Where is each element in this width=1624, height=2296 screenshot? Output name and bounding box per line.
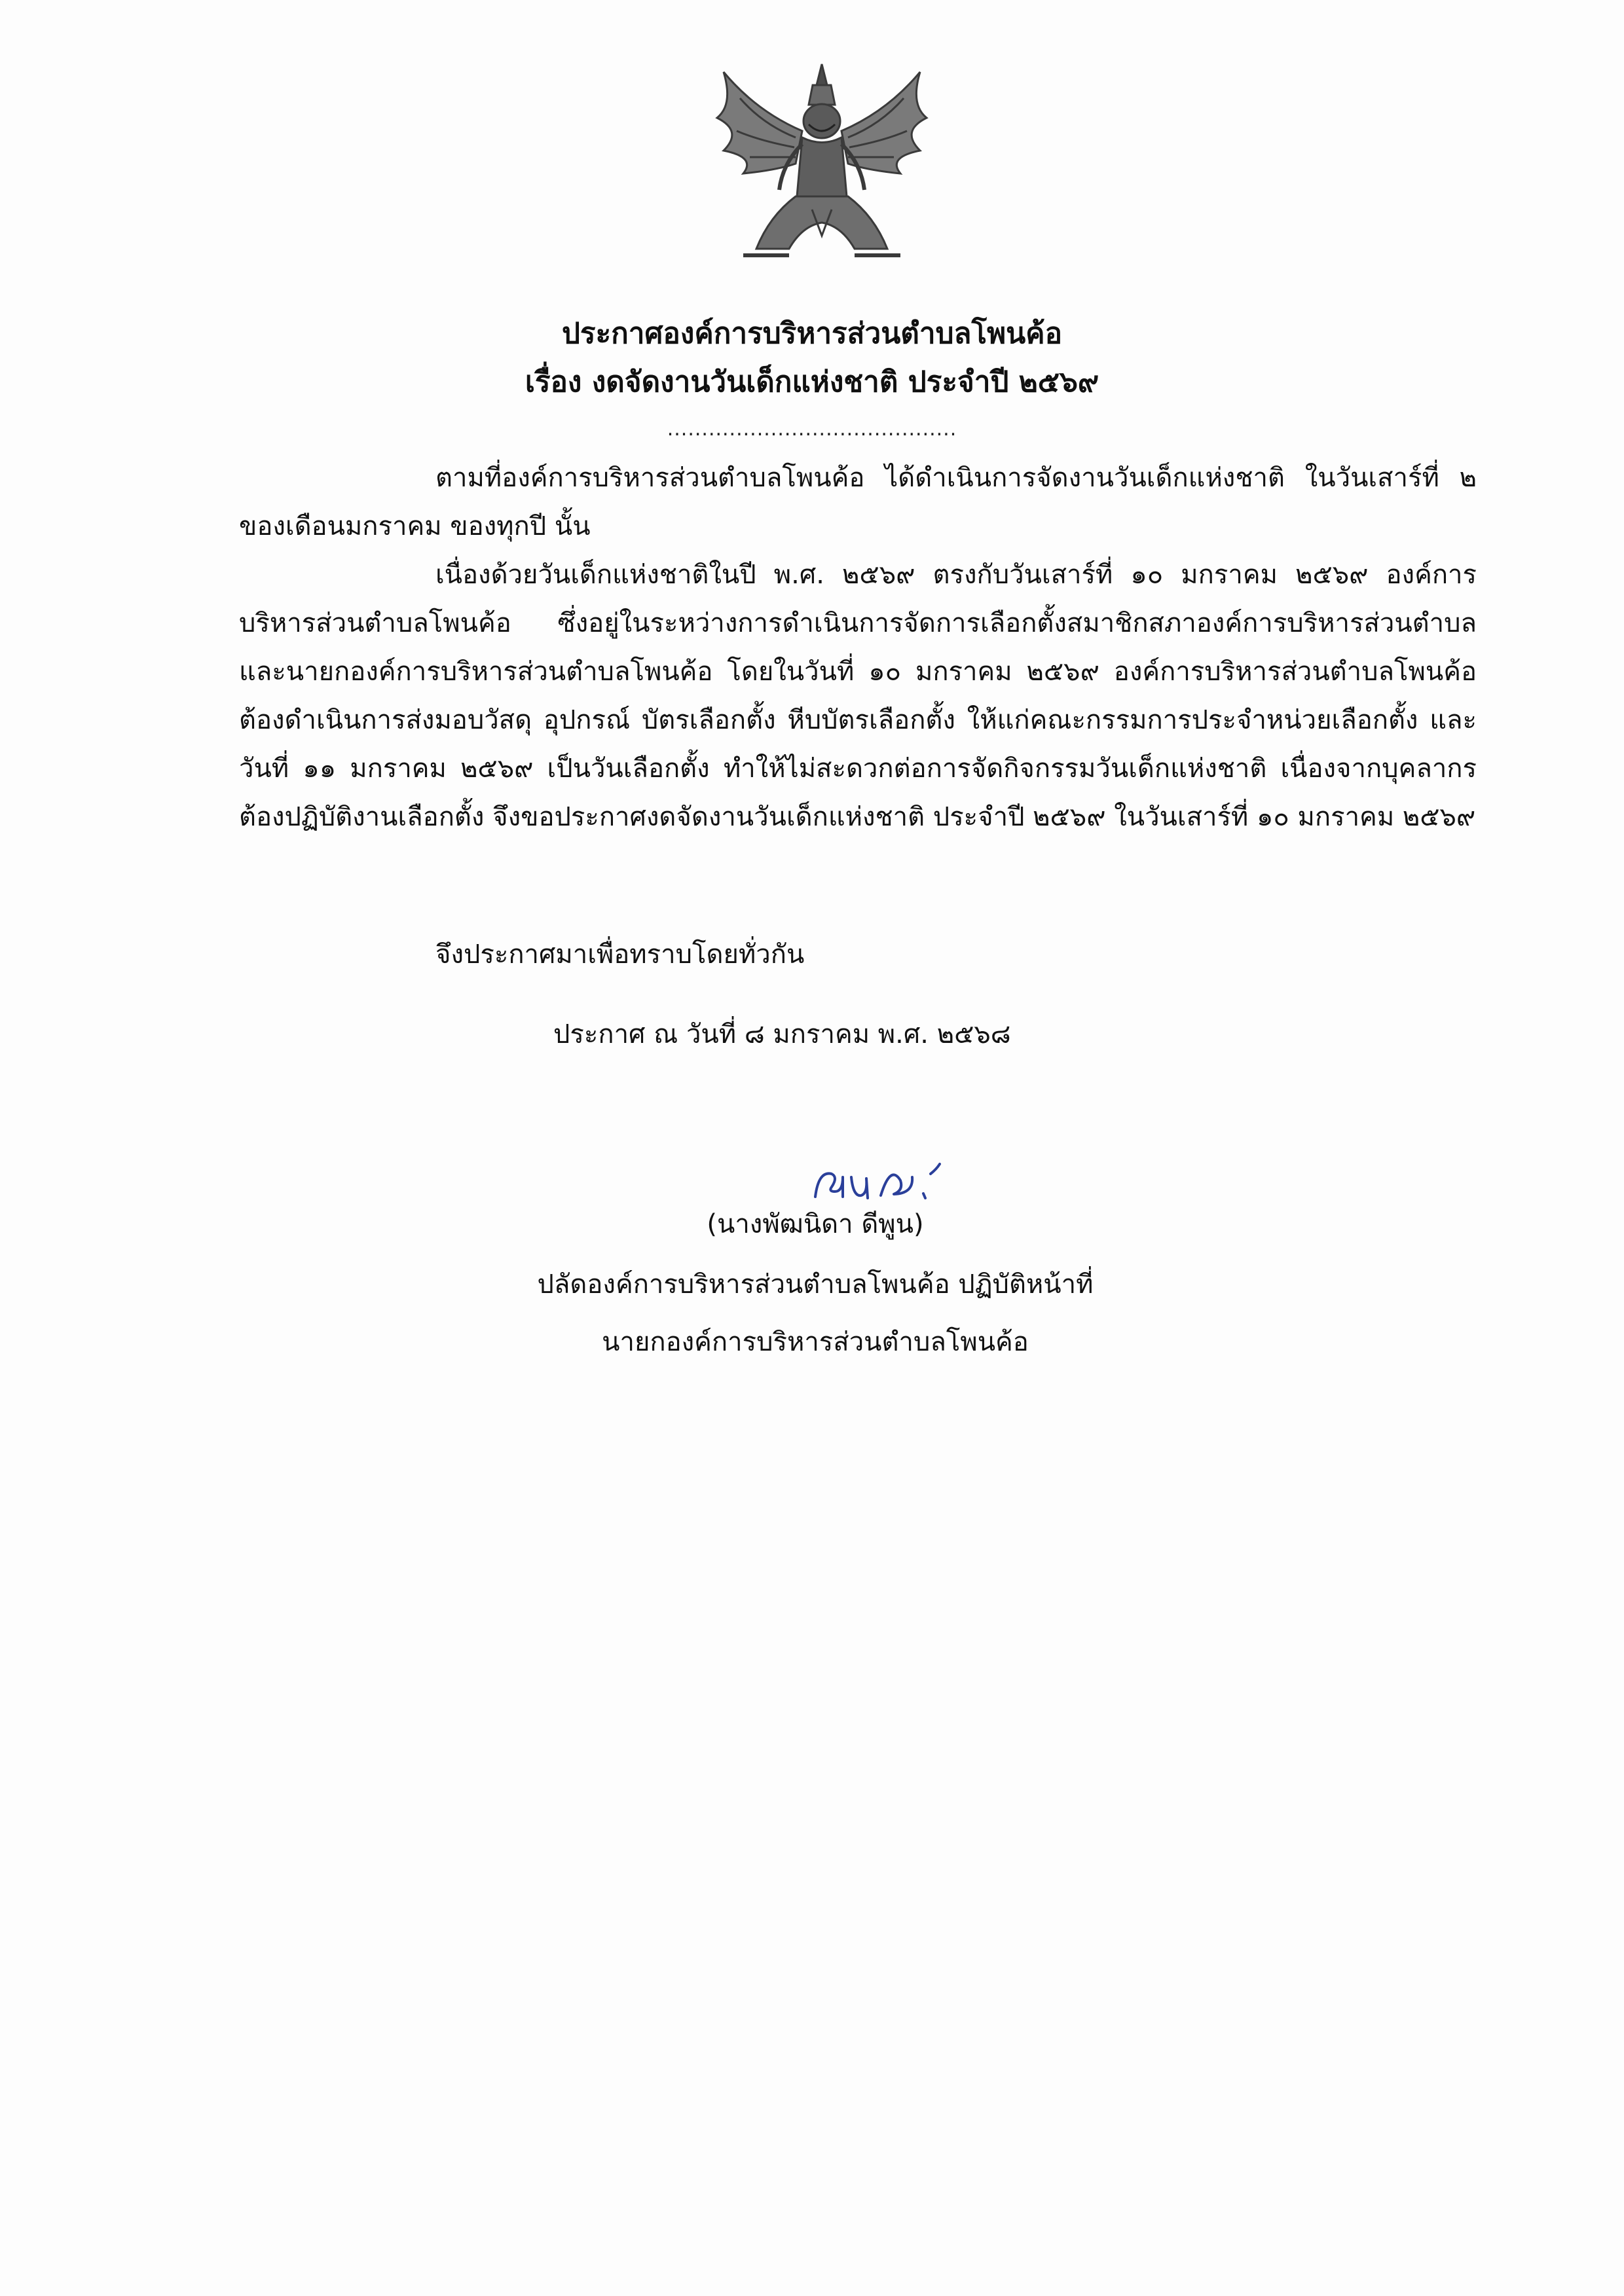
garuda-emblem-icon xyxy=(697,59,946,275)
signatory-acting-as: นายกองค์การบริหารส่วนตำบลโพนค้อ xyxy=(602,1327,1029,1357)
closing-statement: จึงประกาศมาเพื่อทราบโดยทั่วกัน xyxy=(435,939,805,970)
handwritten-signature xyxy=(802,1151,946,1210)
paragraph-2: เนื่องด้วยวันเด็กแห่งชาติในปี พ.ศ. ๒๕๖๙ ตรงกับวันเสาร์ที่ ๑๐ มกราคม ๒๕๖๙ องค์การบริหารส่วนตำบลโพนค้อ ซึ่งอยู่ในระหว่างการดำเนินการจัดการเลือกตั้งสมาชิกสภาองค์การบริหารส่วนตำบลและนายกองค์การบริหารส่วนตำบลโพนค้อ โดยในวันที่ ๑๐ มกราคม ๒๕๖๙ องค์การบริหารส่วนตำบลโพนค้อ ต้องดำเนินการส่งมอบวัสดุ อุปกรณ์ บัตรเลือกตั้ง หีบบัตรเลือกตั้ง ให้แก่คณะกรรมการประจำหน่วยเลือกตั้ง และวันที่ ๑๑ มกราคม ๒๕๖๙ เป็นวันเลือกตั้ง ทำให้ไม่สะดวกต่อการจัดกิจกรรมวันเด็กแห่งชาติ เนื่องจากบุคลากรต้องปฏิบัติงานเลือกตั้ง จึงขอประกาศงดจัดงานวันเด็กแห่งชาติ ประจำปี ๒๕๖๙ ในวันเสาร์ที่ ๑๐ มกราคม ๒๕๖๙ xyxy=(239,560,1477,832)
paragraph-1: ตามที่องค์การบริหารส่วนตำบลโพนค้อ ได้ดำเนินการจัดงานวันเด็กแห่งชาติ ในวันเสาร์ที่ ๒ ของเดือนมกราคม ของทุกปี นั้น xyxy=(239,463,1477,541)
separator-dots: .......................................... xyxy=(667,418,957,441)
announcement-date: ประกาศ ณ วันที่ ๘ มกราคม พ.ศ. ๒๕๖๘ xyxy=(553,1019,1011,1049)
announcement-subject: เรื่อง งดจัดงานวันเด็กแห่งชาติ ประจำปี ๒๕๖๙ xyxy=(525,365,1099,399)
signatory-name: (นางพัฒนิดา ดีพูน) xyxy=(707,1209,924,1239)
signatory-position: ปลัดองค์การบริหารส่วนตำบลโพนค้อ ปฏิบัติหน้าที่ xyxy=(537,1269,1094,1300)
announcement-title: ประกาศองค์การบริหารส่วนตำบลโพนค้อ xyxy=(561,317,1063,350)
